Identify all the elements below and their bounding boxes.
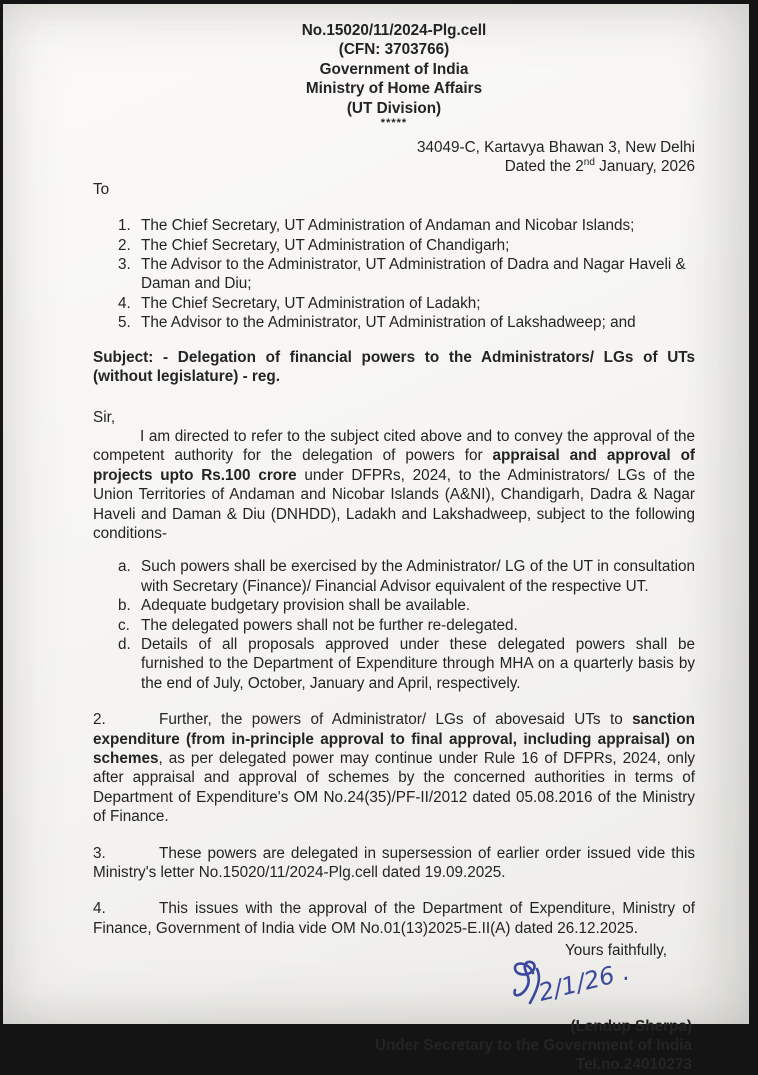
- condition-text: Details of all proposals approved under these delegated powers shall be furnished to the Department of Expenditure through MHA on a quarterly basis by the end of July, October, January and April, respectively.: [141, 635, 695, 692]
- signature-block: [93, 957, 695, 1015]
- paragraph-3-text: These powers are delegated in supersession of earlier order issued vide this Ministry's letter No.15020/11/2024-Plg.cell dated 19.09.2025.: [93, 844, 695, 882]
- recipient-text: The Chief Secretary, UT Administration of Chandigarh;: [141, 236, 510, 254]
- condition-item: [93, 596, 695, 615]
- paragraph-3-number: 3.: [93, 844, 106, 862]
- office-address: 34049-C, Kartavya Bhawan 3, New Delhi: [416, 139, 695, 157]
- signer-name: (Lendup Sherpa): [570, 1017, 692, 1035]
- paragraph-2-bold-text: sanction expenditure (from in-principle approval to final approval, including appraisal) on schemes: [93, 711, 695, 767]
- condition-text: Such powers shall be exercised by the Administrator/ LG of the UT in consultation with Secretary (Finance)/ Financial Advisor equivalent of the respective UT.: [141, 558, 695, 595]
- condition-label: b.: [118, 597, 131, 615]
- signature-date-note: 2/1/26 .: [535, 956, 633, 1007]
- paragraph-2-number: 2.: [93, 711, 106, 729]
- date-ordinal: nd: [583, 157, 595, 169]
- signer-block: [93, 1017, 695, 1075]
- paragraph-4: [93, 899, 695, 938]
- recipient-text: The Advisor to the Administrator, UT Administration of Dadra and Nagar Haveli & Daman and Diu;: [141, 256, 686, 293]
- date-rest: January, 2026: [594, 158, 695, 176]
- recipient-number: 3.: [118, 256, 131, 274]
- reference-number: No.15020/11/2024-Plg.cell: [301, 22, 487, 39]
- paragraph-1: [93, 427, 695, 543]
- recipient-number: 1.: [118, 217, 131, 235]
- paragraph-2-text: Further, the powers of Administrator/ LGs of abovesaid UTs to: [159, 711, 633, 729]
- recipient-item: [93, 255, 695, 294]
- recipient-text: The Chief Secretary, UT Administration of Ladakh;: [141, 294, 481, 312]
- paragraph-4-text: This issues with the approval of the Department of Expenditure, Ministry of Finance, Government of India vide OM No.01(13)2025-E.II(A) dated 26.12.2025.: [93, 900, 695, 937]
- to-label: To: [93, 180, 110, 198]
- cfn-number: (CFN: 3703766): [338, 41, 450, 59]
- condition-text: Adequate budgetary provision shall be available.: [141, 597, 471, 615]
- recipient-number: 4.: [118, 294, 131, 312]
- conditions-list: [93, 557, 695, 693]
- recipient-number: 2.: [118, 236, 131, 254]
- paragraph-3: [93, 844, 695, 883]
- recipient-item: [93, 216, 695, 235]
- paragraph-4-number: 4.: [93, 900, 106, 918]
- recipient-item: [93, 294, 695, 313]
- date-main: Dated the 2: [504, 158, 584, 176]
- recipient-text: The Advisor to the Administrator, UT Administration of Lakshadweep; and: [141, 314, 636, 332]
- signature-scribble-icon: [515, 961, 539, 1002]
- signer-telephone: Tel.no.24010273: [575, 1056, 692, 1074]
- handwritten-signature: [497, 957, 665, 1015]
- condition-label: d.: [118, 635, 131, 653]
- division-line: (UT Division): [346, 99, 442, 117]
- condition-item: [93, 557, 695, 596]
- ministry-line: Ministry of Home Affairs: [305, 80, 483, 98]
- paragraph-1-bold-text: appraisal and approval of projects upto Rs.100 crore: [93, 447, 696, 484]
- recipient-item: [93, 236, 695, 255]
- divider-stars: *****: [380, 117, 408, 130]
- paragraph-1-text: I am directed to refer to the subject cited above and to convey the approval of the competent authority for the delegation of powers for: [93, 427, 695, 465]
- recipient-item: [93, 313, 695, 332]
- address-date-block: [93, 138, 695, 177]
- signer-title: Under Secretary to the Government of India: [374, 1037, 692, 1055]
- salutation: Sir,: [93, 408, 116, 426]
- closing-line: Yours faithfully,: [564, 942, 667, 960]
- letter-content: [3, 4, 749, 1075]
- condition-item: [93, 635, 695, 693]
- recipient-number: 5.: [118, 314, 131, 332]
- letter-header: [93, 21, 695, 129]
- condition-item: [93, 616, 695, 635]
- letter-date: [93, 157, 695, 176]
- condition-text: The delegated powers shall not be further re-delegated.: [141, 616, 518, 634]
- government-line: Government of India: [319, 60, 469, 78]
- paragraph-2-text: , as per delegated power may continue under Rule 16 of DFPRs, 2024, only after appraisal and approval of schemes by the concerned authorities in terms of Department of Expenditure's OM No.24(35)/PF-II/2012 dated 05.08.2016 of the Ministry of Finance.: [93, 750, 695, 826]
- document-page: [3, 4, 749, 1074]
- subject-line: Subject: - Delegation of financial powers to the Administrators/ LGs of UTs (without legislature) - reg.: [93, 348, 695, 386]
- paragraph-1-text: under DFPRs, 2024, to the Administrators/ LGs of the Union Territories of Andaman and Nicobar Islands (A&NI), Chandigarh, Dadra & Nagar Haveli and Daman & Diu (DNHDD), Ladakh and Lakshadweep, subject to the following conditions-: [93, 466, 695, 542]
- condition-label: c.: [118, 616, 130, 634]
- condition-label: a.: [118, 558, 131, 576]
- paragraph-2: [93, 710, 695, 826]
- recipient-text: The Chief Secretary, UT Administration of Andaman and Nicobar Islands;: [141, 217, 635, 235]
- recipient-list: [93, 216, 695, 332]
